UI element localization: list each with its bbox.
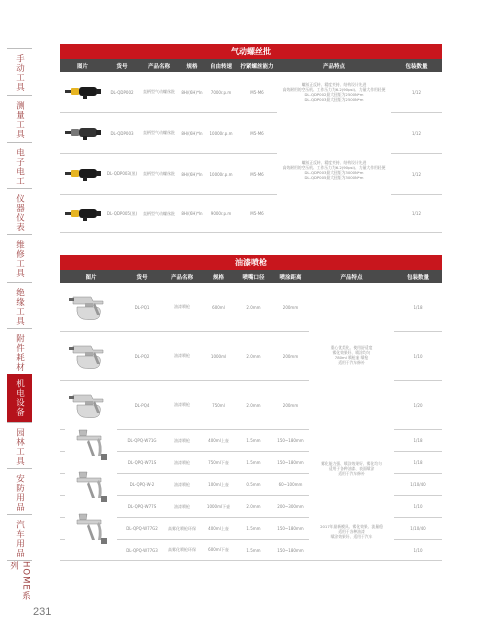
- column-header: 货号: [116, 63, 128, 70]
- spec-cell: 1000ml: [210, 353, 227, 359]
- nozzle-cell: 1.5mm: [246, 547, 261, 553]
- pack-cell: 1/20: [413, 402, 423, 408]
- column-header: 喷嘴口径: [242, 274, 265, 281]
- pack-cell: 1/12: [412, 171, 421, 177]
- sku-cell: DL-PQ4: [134, 402, 150, 408]
- product-features: 螺丝正反转、精度夹持、结构设计先进 高效耐用的空压机、工作压力为6.2(90psi)、力量大作用轻便 DL-QDP002最大扭矩为2500N*m DL-QDP003最大扭矩为2500N*m: [277, 72, 391, 111]
- product-image: [60, 164, 105, 184]
- table-body: [60, 72, 442, 233]
- nozzle-cell: 2.0mm: [246, 304, 261, 310]
- capacity-cell: M5-M6: [250, 171, 264, 177]
- table-header: [60, 270, 442, 283]
- nozzle-cell: 2.0mm: [246, 402, 261, 408]
- sidebar-item-label: HOME系列: [8, 561, 31, 601]
- product-features: 2017年最新模具、雾化效果、流量稳 适用于各种油漆 喷涂效果好、适用于汽车: [309, 511, 394, 551]
- sku-cell: DL-QPQ-W77S: [127, 504, 157, 509]
- spec-cell: 600ml: [212, 304, 225, 310]
- distance-cell: 150~180mm: [277, 460, 304, 465]
- spray-gun-icon: [65, 385, 117, 425]
- distance-cell: 200mm: [282, 402, 299, 408]
- name-cell: 油漆喷枪: [174, 459, 190, 465]
- pack-cell: 1/18: [413, 460, 423, 465]
- spray-gun-icon: [65, 428, 117, 468]
- spec-cell: 750ml: [212, 402, 225, 408]
- column-header: 图片: [85, 274, 97, 281]
- pack-cell: 1/10: [413, 353, 423, 359]
- speed-cell: 10000r.p.m: [209, 171, 233, 177]
- pack-cell: 1/10/40: [410, 482, 426, 487]
- sku-cell: DL-QPQ-W77G2: [126, 526, 158, 531]
- name-cell: 油漆喷枪: [174, 437, 190, 443]
- sidebar-item-label: 测量工具: [14, 101, 25, 139]
- spray-gun-icon: [65, 287, 117, 327]
- spec-cell: 750ml下壶: [208, 459, 229, 465]
- name-cell: 直柄型气动螺丝批: [143, 171, 175, 176]
- pack-cell: 1/12: [412, 130, 421, 136]
- name-cell: 油漆喷枪: [174, 503, 190, 509]
- section-title: 油漆喷枪: [60, 255, 442, 270]
- capacity-cell: M5-M6: [250, 130, 264, 136]
- name-cell: 直柄型气动螺丝批: [143, 130, 175, 135]
- nozzle-cell: 0.5mm: [246, 482, 261, 487]
- sidebar-item[interactable]: [7, 282, 32, 331]
- nozzle-cell: 1.5mm: [246, 526, 261, 531]
- sidebar-item[interactable]: [7, 142, 32, 191]
- product-image: [65, 427, 117, 469]
- table-header: [60, 59, 442, 72]
- product-image: [60, 385, 122, 425]
- sidebar-item[interactable]: [7, 95, 32, 144]
- name-cell: 油漆喷枪: [174, 481, 190, 487]
- sidebar-item[interactable]: [7, 188, 32, 237]
- spec-cell: 8H/(6H)*ln: [181, 89, 203, 95]
- sidebar-item-label: 手动工具: [14, 54, 25, 92]
- table-body: [60, 283, 442, 561]
- sku-cell: DL-PQ1: [134, 304, 150, 310]
- column-header: 产品名称: [147, 63, 170, 70]
- name-cell: 高雾化喷枪环保: [168, 525, 196, 531]
- column-header: 自由转速: [209, 63, 232, 70]
- speed-cell: 10000r.p.m: [209, 130, 233, 136]
- distance-cell: 200mm: [282, 304, 299, 310]
- column-header: 拧紧螺丝能力: [240, 63, 274, 70]
- pneumatic-screwdriver-icon: [63, 164, 103, 184]
- page-number: 231: [33, 606, 52, 618]
- capacity-cell: M5-M6: [250, 89, 264, 95]
- nozzle-cell: 2.0mm: [246, 504, 261, 509]
- spec-cell: 1000ml下壶: [206, 503, 231, 509]
- sku-cell: DL-QDP003: [110, 130, 134, 136]
- name-cell: 油漆喷枪: [174, 353, 190, 358]
- column-header: 产品名称: [170, 274, 193, 281]
- name-cell: 直柄型气动螺丝批: [143, 210, 175, 216]
- nozzle-cell: 1.5mm: [246, 438, 261, 443]
- sidebar-item-label: 汽车用品: [14, 520, 25, 558]
- spec-cell: 8H/(6H)*ln: [181, 171, 203, 177]
- column-header: 规格: [212, 274, 224, 281]
- product-image: [65, 511, 117, 553]
- speed-cell: 7000r.p.m: [210, 89, 232, 95]
- product-features: 重心优美化、使用舒适度 雾化效果好、喷涂均匀 780ml 喷枪壶 喷枪 适用于汽车修补: [309, 283, 394, 426]
- sidebar-item-label: 维修工具: [14, 240, 25, 278]
- sidebar-item-label: 仪器仪表: [14, 194, 25, 232]
- sku-cell: DL-QPQ-W-2: [129, 482, 155, 487]
- sidebar-item-label: 绝缘工具: [14, 288, 25, 326]
- sidebar-item[interactable]: [7, 328, 32, 377]
- product-features: 雾化能力强、喷涂效果好、雾化均匀 适用于各种油漆、表面喷涂 适用于汽车修补: [309, 427, 394, 510]
- sidebar-item[interactable]: [7, 422, 32, 471]
- sidebar-item-label: 附件耗材: [14, 334, 25, 372]
- pack-cell: 1/10: [413, 547, 423, 553]
- sku-cell: DL-QDP003(黑): [106, 171, 138, 176]
- spec-cell: 400ml上壶: [208, 525, 229, 531]
- category-sidebar: [0, 40, 38, 601]
- name-cell: 高雾化喷枪环保: [168, 547, 196, 552]
- product-image: [60, 287, 122, 327]
- capacity-cell: M5-M6: [250, 211, 264, 216]
- sidebar-item-label: 园林工具: [14, 428, 25, 466]
- sku-cell: DL-QPQ-W71G: [127, 438, 157, 443]
- pack-cell: 1/12: [412, 211, 421, 216]
- spec-cell: 100ml上壶: [208, 481, 229, 487]
- sku-cell: DL-QDP002: [110, 89, 134, 95]
- distance-cell: 150~180mm: [277, 547, 304, 553]
- column-header: 包装数量: [406, 274, 429, 281]
- pack-cell: 1/12: [412, 89, 421, 95]
- sidebar-item-label: 电子电工: [14, 148, 25, 186]
- column-header: 图片: [76, 63, 88, 70]
- column-header: 产品特点: [340, 274, 363, 281]
- name-cell: 油漆喷枪: [174, 304, 190, 309]
- sku-cell: DL-QPQ-W71S: [127, 460, 157, 465]
- column-header: 包装数量: [405, 63, 428, 70]
- sku-cell: DL-PQ2: [134, 353, 150, 359]
- product-image: [60, 82, 105, 102]
- spray-gun-table: [60, 255, 442, 561]
- sku-cell: DL-QPQ-W77G3: [126, 547, 158, 553]
- pack-cell: 1/18: [413, 438, 423, 443]
- sidebar-item[interactable]: [7, 560, 32, 609]
- distance-cell: 60~100mm: [278, 482, 303, 487]
- distance-cell: 200~300mm: [277, 504, 304, 509]
- spec-cell: 600ml下壶: [208, 547, 229, 552]
- nozzle-cell: 2.0mm: [246, 353, 261, 359]
- pneumatic-screwdriver-table: [60, 44, 442, 233]
- sidebar-item[interactable]: [7, 374, 32, 422]
- product-features: 螺丝正反转、精度夹持、结构设计先进 高效耐用的空压机、工作压力为6.2(90psi)、力量大作用轻便 DL-QDP003最大扭矩为3000N*m DL-QDP005最大扭矩为3000N*m: [277, 112, 391, 228]
- name-cell: 油漆喷枪: [174, 402, 190, 407]
- sidebar-item-label: 安防用品: [14, 474, 25, 512]
- column-header: 货号: [136, 274, 148, 281]
- spray-gun-icon: [65, 336, 117, 376]
- sku-cell: DL-QDP005(黑): [106, 210, 138, 216]
- distance-cell: 150~180mm: [277, 526, 304, 531]
- product-image: [65, 469, 117, 511]
- sidebar-item[interactable]: [7, 514, 32, 563]
- spray-gun-icon: [65, 470, 117, 510]
- pack-cell: 1/10/40: [410, 526, 426, 531]
- product-image: [60, 336, 122, 376]
- spray-gun-icon: [65, 512, 117, 552]
- pneumatic-screwdriver-icon: [63, 82, 103, 102]
- distance-cell: 200mm: [282, 353, 299, 359]
- nozzle-cell: 1.5mm: [246, 460, 261, 465]
- name-cell: 直柄型气动螺丝批: [143, 89, 175, 94]
- pneumatic-screwdriver-icon: [63, 123, 103, 143]
- sidebar-item[interactable]: [7, 234, 32, 283]
- product-image: [60, 123, 105, 143]
- pack-cell: 1/18: [413, 304, 423, 310]
- sidebar-item[interactable]: [7, 48, 32, 97]
- product-image: [60, 204, 105, 224]
- column-header: 规格: [186, 63, 198, 70]
- column-header: 产品特点: [322, 63, 345, 70]
- spec-cell: 400ml上壶: [208, 437, 229, 443]
- distance-cell: 150~180mm: [277, 438, 304, 443]
- section-title: 气动螺丝批: [60, 44, 442, 59]
- sidebar-item-label: 机电设备: [14, 379, 25, 417]
- column-header: 喷涂距离: [279, 274, 302, 281]
- sidebar-item[interactable]: [7, 468, 32, 517]
- spec-cell: 8H/(6H)*ln: [181, 130, 203, 136]
- spec-cell: 8H/(6H)*ln: [181, 211, 203, 216]
- pneumatic-screwdriver-icon: [63, 204, 103, 224]
- speed-cell: 9000r.p.m: [210, 211, 232, 216]
- pack-cell: 1/10: [413, 504, 423, 509]
